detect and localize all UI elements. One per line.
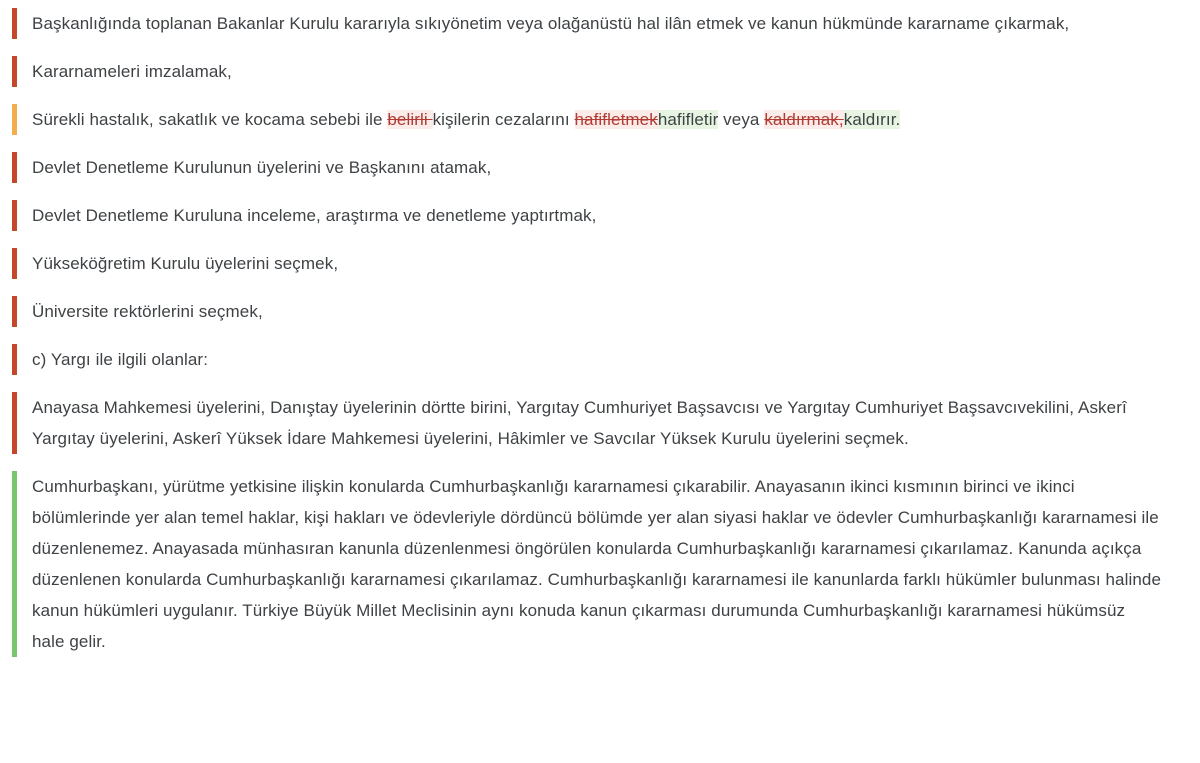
text-segment: Sürekli hastalık, sakatlık ve kocama sebebi ile — [32, 110, 388, 129]
paragraph-added — [12, 471, 1162, 657]
inserted-text: kaldırır. — [843, 110, 901, 129]
paragraph-removed — [12, 296, 1162, 327]
deleted-text: belirli — [387, 110, 433, 129]
deleted-text: kaldırmak, — [764, 110, 844, 129]
paragraph-removed — [12, 152, 1162, 183]
text-segment: Devlet Denetleme Kuruluna inceleme, araştırma ve denetleme yaptırtmak, — [32, 206, 597, 225]
paragraph-modified — [12, 104, 1162, 135]
text-segment: Cumhurbaşkanı, yürütme yetkisine ilişkin konularda Cumhurbaşkanlığı kararnamesi çıkarabilir. Anayasanın ikinci kısmının birinci ve ikinci bölümlerinde yer alan temel haklar, kişi hakları ve ödevleriyle dördüncü bölümde yer alan siyasi haklar ve ödevler Cumhurbaşkanlığı kararnamesi ile düzenlenemez. Anayasada münhasıran kanunla düzenlenmesi öngörülen konularda Cumhurbaşkanlığı kararnamesi çıkarılamaz. Kanunda açıkça düzenlenen konularda Cumhurbaşkanlığı kararnamesi çıkarılamaz. Cumhurbaşkanlığı kararnamesi ile kanunlarda farklı hükümler bulunması halinde kanun hükümleri uygulanır. Türkiye Büyük Millet Meclisinin aynı konuda kanun çıkarması durumunda Cumhurbaşkanlığı kararnamesi hükümsüz hale gelir. — [32, 477, 1162, 651]
text-segment: Devlet Denetleme Kurulunun üyelerini ve Başkanını atamak, — [32, 158, 492, 177]
text-segment: Üniversite rektörlerini seçmek, — [32, 302, 263, 321]
inserted-text: hafifletir — [657, 110, 719, 129]
deleted-text: hafifletmek — [574, 110, 658, 129]
text-segment: Yükseköğretim Kurulu üyelerini seçmek, — [32, 254, 339, 273]
paragraph-removed — [12, 8, 1162, 39]
text-segment: Başkanlığında toplanan Bakanlar Kurulu kararıyla sıkıyönetim veya olağanüstü hal ilân etmek ve kanun hükmünde kararname çıkarmak, — [32, 14, 1070, 33]
paragraph-removed — [12, 248, 1162, 279]
text-segment: veya — [718, 110, 765, 129]
paragraph-removed — [12, 392, 1162, 454]
text-segment: Anayasa Mahkemesi üyelerini, Danıştay üyelerinin dörtte birini, Yargıtay Cumhuriyet Başsavcısı ve Yargıtay Cumhuriyet Başsavcıvekilini, Askerî Yargıtay üyelerini, Askerî Yüksek İdare Mahkemesi üyelerini, Hâkimler ve Savcılar Yüksek Kurulu üyelerini seçmek. — [32, 398, 1127, 448]
text-segment: c) Yargı ile ilgili olanlar: — [32, 350, 209, 369]
text-segment: kişilerin cezalarını — [432, 110, 575, 129]
paragraph-removed — [12, 344, 1162, 375]
text-segment: Kararnameleri imzalamak, — [32, 62, 232, 81]
paragraph-removed — [12, 200, 1162, 231]
paragraph-removed — [12, 56, 1162, 87]
